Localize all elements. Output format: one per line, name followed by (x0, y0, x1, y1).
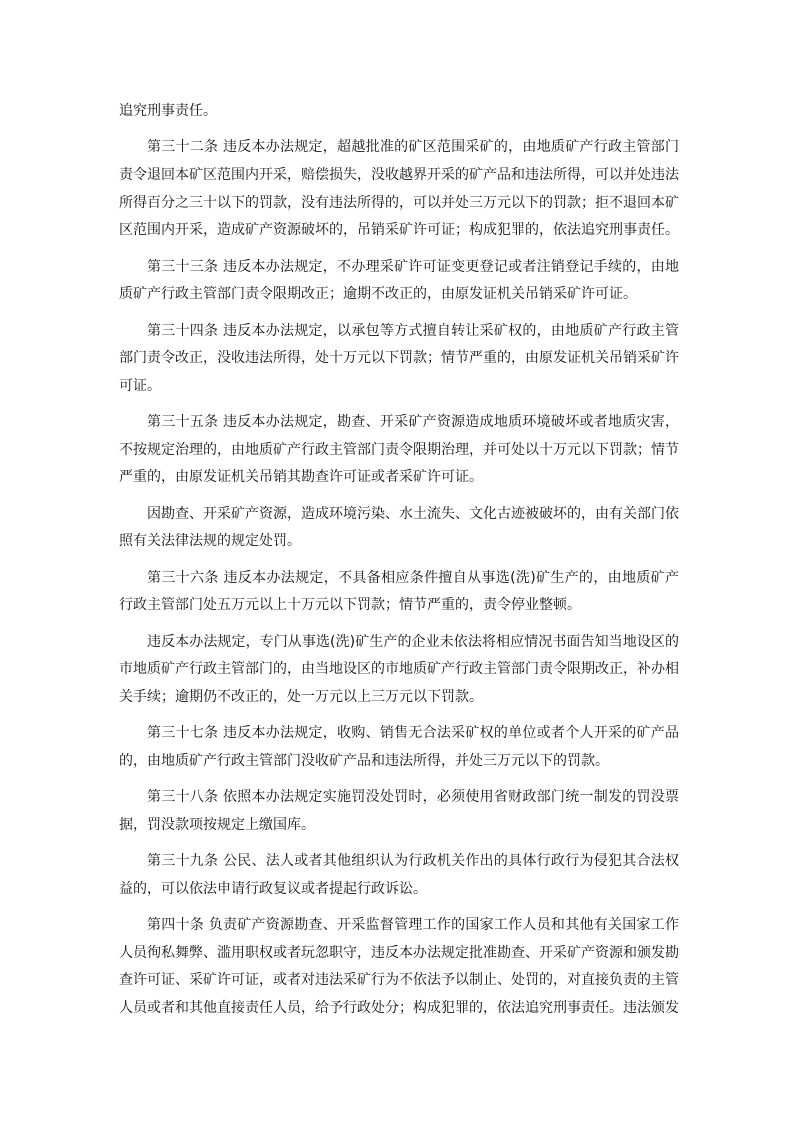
paragraph-continuation: 追究刑事责任。 (119, 103, 217, 119)
article-32: 第三十二条 违反本办法规定，超越批准的矿区范围采矿的，由地质矿产行政主管部门责令退回本矿区范围内开采，赔偿损失，没收越界开采的矿产品和违法所得，可以并处违法所得百分之三十以下的罚款，没有违法所得的，可以并处三万元以下的罚款；拒不退回本矿区范围内开采，造成矿产资源破坏的，吊销采矿许可证；构成犯罪的，依法追究刑事责任。 (119, 139, 679, 239)
article-33: 第三十三条 违反本办法规定，不办理采矿许可证变更登记或者注销登记手续的，由地质矿产行政主管部门责令限期改正；逾期不改正的，由原发证机关吊销采矿许可证。 (119, 258, 679, 303)
article-34: 第三十四条 违反本办法规定，以承包等方式擅自转让采矿权的，由地质矿产行政主管部门责令改正，没收违法所得，处十万元以下罚款；情节严重的，由原发证机关吊销采矿许可证。 (119, 322, 679, 394)
article-36-paragraph-2: 违反本办法规定，专门从事选(洗)矿生产的企业未依法将相应情况书面告知当地设区的市地质矿产行政主管部门的，由当地设区的市地质矿产行政主管部门责令限期改正，补办相关手续；逾期仍不改正的，处一万元以上三万元以下罚款。 (119, 633, 679, 705)
article-36: 第三十六条 违反本办法规定，不具备相应条件擅自从事选(洗)矿生产的，由地质矿产行政主管部门处五万元以上十万元以下罚款；情节严重的，责令停业整顿。 (119, 569, 679, 614)
article-39: 第三十九条 公民、法人或者其他组织认为行政机关作出的具体行政行为侵犯其合法权益的，可以依法申请行政复议或者提起行政诉讼。 (119, 853, 679, 897)
article-35-paragraph-2: 因勘查、开采矿产资源，造成环境污染、水土流失、文化古迹被破坏的，由有关部门依照有关法律法规的规定处罚。 (119, 505, 679, 550)
article-38: 第三十八条 依照本办法规定实施罚没处罚时，必须使用省财政部门统一制发的罚没票据，罚没款项按规定上缴国库。 (119, 789, 679, 833)
article-40: 第四十条 负责矿产资源勘查、开采监督管理工作的国家工作人员和其他有关国家工作人员徇私舞弊、滥用职权或者玩忽职守，违反本办法规定批准勘查、开采矿产资源和颁发勘查许可证、采矿许可证，或者对违法采矿行为不依法予以制止、处罚的，对直接负责的主管人员或者和其他直接责任人员，给予行政处分；构成犯罪的，依法追究刑事责任。违法颁发 (119, 917, 679, 1016)
document-page (119, 98, 679, 1031)
article-37: 第三十七条 违反本办法规定，收购、销售无合法采矿权的单位或者个人开采的矿产品的，由地质矿产行政主管部门没收矿产品和违法所得，并处三万元以下的罚款。 (119, 725, 679, 769)
article-35: 第三十五条 违反本办法规定，勘查、开采矿产资源造成地质环境破坏或者地质灾害，不按规定治理的，由地质矿产行政主管部门责令限期治理，并可处以十万元以下罚款；情节严重的，由原发证机关吊销其勘查许可证或者采矿许可证。 (119, 414, 679, 486)
